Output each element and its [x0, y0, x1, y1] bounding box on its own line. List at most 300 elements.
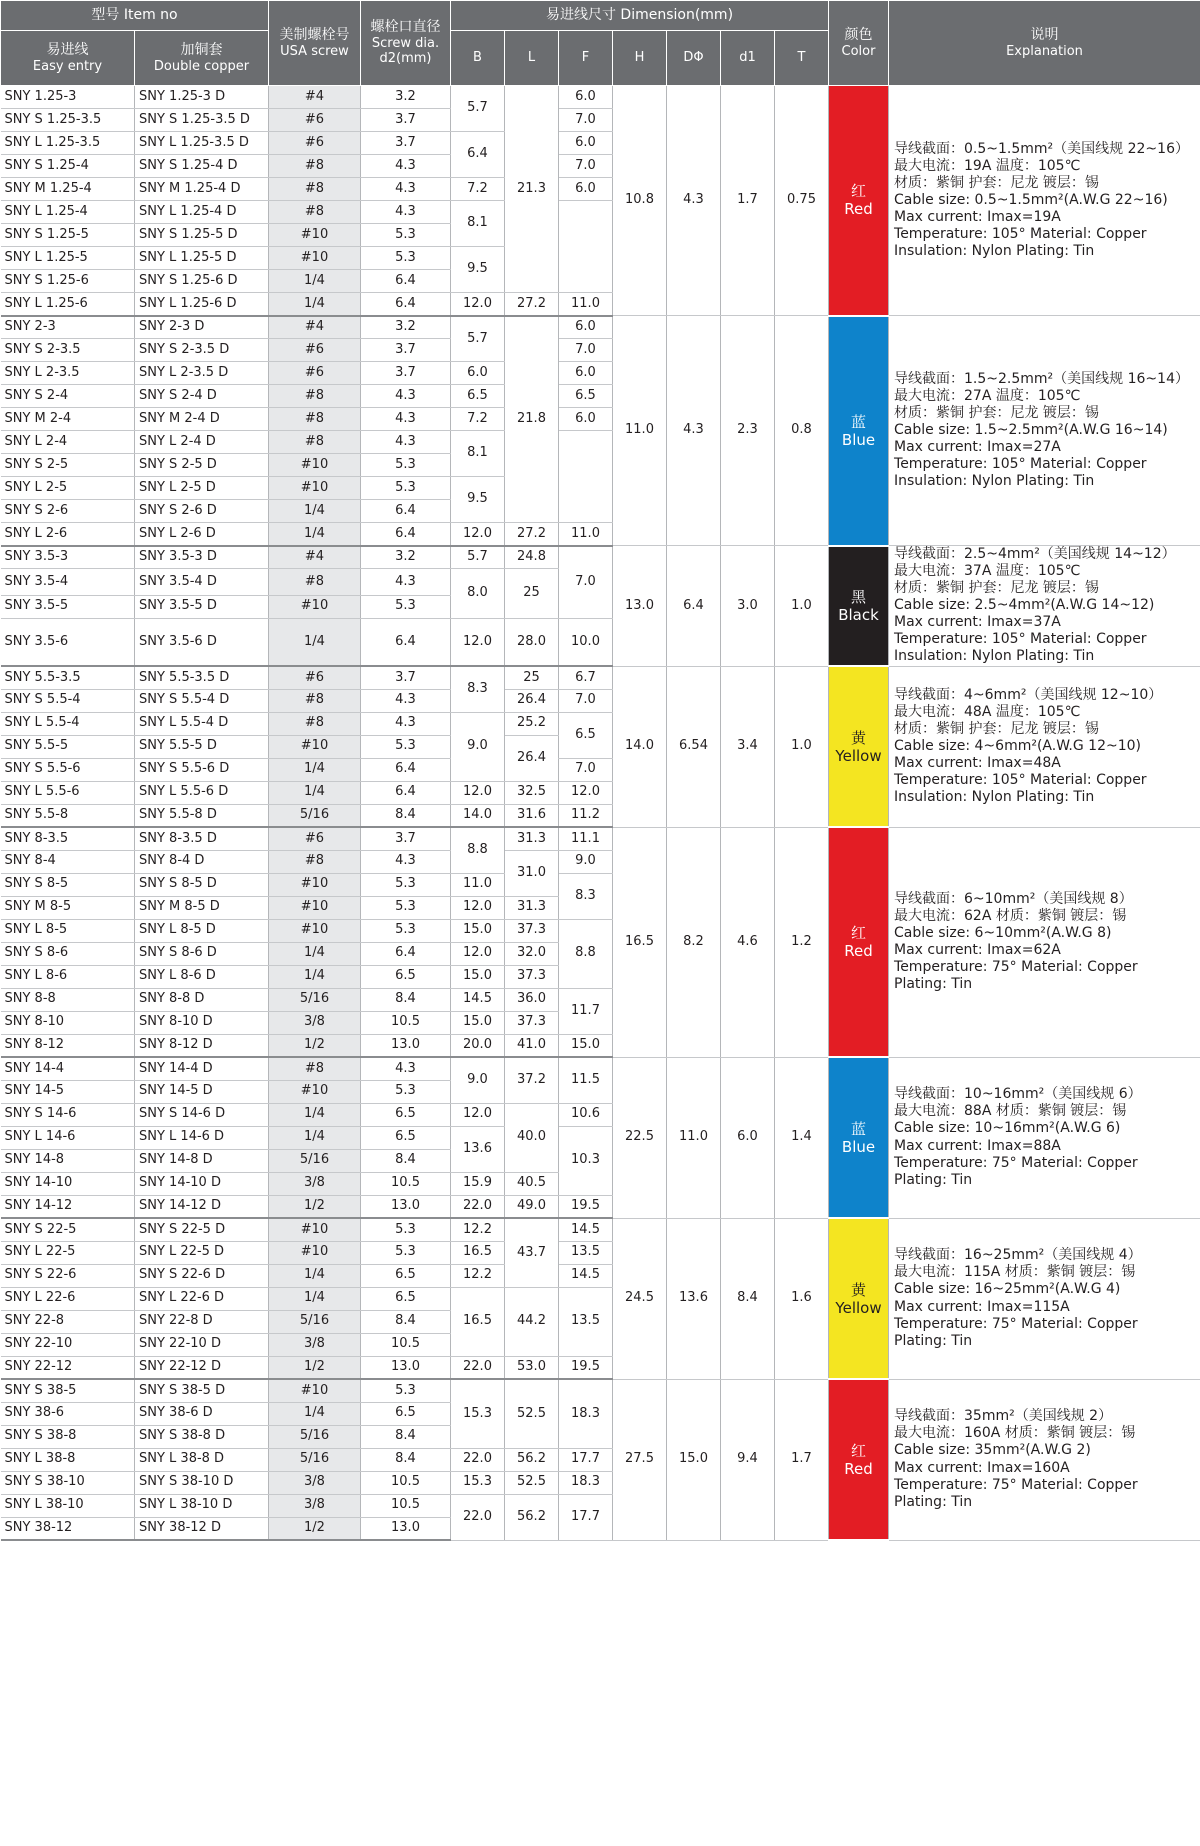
usa-screw-cell: 1/4: [269, 965, 361, 988]
explanation-line: 导线截面：2.5~4mm²（美国线规 14~12）: [894, 546, 1176, 562]
usa-screw-cell: #4: [269, 546, 361, 569]
screw-dia-cell: 13.0: [361, 1517, 451, 1540]
explanation-line: 导线截面：4~6mm²（美国线规 12~10）: [894, 686, 1163, 703]
double-copper-cell: SNY 3.5-5 D: [135, 595, 269, 618]
dim-h-cell: 16.5: [613, 827, 667, 1057]
double-copper-cell: SNY L 38-8 D: [135, 1448, 269, 1471]
easy-entry-cell: SNY S 2-4: [1, 385, 135, 408]
double-copper-cell: SNY 8-8 D: [135, 988, 269, 1011]
screw-dia-cell: 6.4: [361, 942, 451, 965]
dim-l-cell: 31.3: [505, 827, 559, 850]
dim-f-cell: 19.5: [559, 1356, 613, 1379]
dim-f-cell: 14.5: [559, 1264, 613, 1287]
double-copper-cell: SNY S 1.25-6 D: [135, 270, 269, 293]
dim-f-cell: 11.0: [559, 293, 613, 316]
dim-l-cell: 53.0: [505, 1356, 559, 1379]
double-copper-cell: SNY 1.25-3 D: [135, 86, 269, 109]
dim-f-cell: 6.0: [559, 316, 613, 339]
dim-b-cell: 15.3: [451, 1471, 505, 1494]
explanation-line: Cable size: 6~10mm²(A.W.G 8): [894, 924, 1112, 941]
dim-b-cell: 8.1: [451, 201, 505, 247]
header-easy-entry-en: Easy entry: [32, 58, 103, 74]
dim-b-cell: 20.0: [451, 1034, 505, 1057]
screw-dia-cell: 5.3: [361, 595, 451, 618]
explanation-line: Insulation: Nylon Plating: Tin: [894, 648, 1095, 665]
usa-screw-cell: #10: [269, 873, 361, 896]
dim-f-cell: 12.0: [559, 781, 613, 804]
table-row: [1, 827, 1200, 850]
dim-f-cell: 6.5: [559, 385, 613, 408]
explanation-line: Temperature: 105° Material: Copper: [894, 631, 1147, 648]
easy-entry-cell: SNY 8-12: [1, 1034, 135, 1057]
double-copper-cell: SNY 5.5-3.5 D: [135, 666, 269, 689]
usa-screw-cell: 5/16: [269, 1425, 361, 1448]
dim-l-cell: 37.3: [505, 919, 559, 942]
easy-entry-cell: SNY S 2-3.5: [1, 339, 135, 362]
easy-entry-cell: SNY S 5.5-4: [1, 689, 135, 712]
header-screw-dia-en: Screw dia. d2(mm): [371, 35, 440, 67]
easy-entry-cell: SNY L 1.25-4: [1, 201, 135, 224]
dim-b-cell: 11.0: [451, 873, 505, 896]
screw-dia-cell: 5.3: [361, 454, 451, 477]
screw-dia-cell: 3.7: [361, 827, 451, 850]
screw-dia-cell: 3.7: [361, 339, 451, 362]
explanation-line: Plating: Tin: [894, 976, 973, 993]
double-copper-cell: SNY L 8-6 D: [135, 965, 269, 988]
easy-entry-cell: SNY 14-12: [1, 1195, 135, 1218]
explanation-cell: [889, 316, 1200, 546]
dim-b-cell: 13.6: [451, 1126, 505, 1172]
dim-l-cell: 28.0: [505, 618, 559, 666]
screw-dia-cell: 4.3: [361, 408, 451, 431]
usa-screw-cell: #4: [269, 316, 361, 339]
double-copper-cell: SNY S 2-4 D: [135, 385, 269, 408]
dim-b-cell: 14.5: [451, 988, 505, 1011]
dim-l-cell: 37.3: [505, 1011, 559, 1034]
color-swatch: [829, 1057, 889, 1218]
screw-dia-cell: 6.4: [361, 781, 451, 804]
explanation-line: Cable size: 10~16mm²(A.W.G 6): [894, 1120, 1121, 1137]
dim-l-cell: 41.0: [505, 1034, 559, 1057]
usa-screw-cell: #6: [269, 339, 361, 362]
header-color-cn: 颜色: [844, 26, 873, 43]
dim-b-cell: 12.2: [451, 1264, 505, 1287]
double-copper-cell: SNY S 5.5-4 D: [135, 689, 269, 712]
explanation-line: Cable size: 35mm²(A.W.G 2): [894, 1442, 1091, 1459]
dim-f-cell: 18.3: [559, 1471, 613, 1494]
usa-screw-cell: 1/2: [269, 1034, 361, 1057]
dim-f-cell: 13.5: [559, 1287, 613, 1356]
usa-screw-cell: #8: [269, 408, 361, 431]
usa-screw-cell: 1/4: [269, 758, 361, 781]
easy-entry-cell: SNY L 14-6: [1, 1126, 135, 1149]
usa-screw-cell: 5/16: [269, 1310, 361, 1333]
dim-b-cell: 7.2: [451, 178, 505, 201]
dim-f-cell: 18.3: [559, 1379, 613, 1448]
dim-b-cell: 5.7: [451, 316, 505, 362]
usa-screw-cell: 5/16: [269, 804, 361, 827]
double-copper-cell: SNY L 1.25-3.5 D: [135, 132, 269, 155]
easy-entry-cell: SNY L 5.5-6: [1, 781, 135, 804]
screw-dia-cell: 6.4: [361, 618, 451, 666]
easy-entry-cell: SNY 8-10: [1, 1011, 135, 1034]
double-copper-cell: SNY 5.5-8 D: [135, 804, 269, 827]
dim-l-cell: 32.5: [505, 781, 559, 804]
double-copper-cell: SNY S 22-5 D: [135, 1218, 269, 1241]
easy-entry-cell: SNY S 2-6: [1, 500, 135, 523]
header-f: F: [559, 31, 613, 86]
table-row: [1, 1218, 1200, 1241]
dim-b-cell: 22.0: [451, 1195, 505, 1218]
explanation-cell: [889, 1218, 1200, 1379]
screw-dia-cell: 10.5: [361, 1333, 451, 1356]
color-name-cn: 红: [851, 1441, 867, 1460]
double-copper-cell: SNY L 5.5-4 D: [135, 712, 269, 735]
explanation-line: Temperature: 105° Material: Copper: [894, 772, 1147, 789]
dim-f-cell: 7.0: [559, 689, 613, 712]
dim-f-cell: 6.0: [559, 408, 613, 431]
double-copper-cell: SNY 3.5-6 D: [135, 618, 269, 666]
usa-screw-cell: #8: [269, 850, 361, 873]
explanation-cell: [889, 827, 1200, 1057]
usa-screw-cell: 3/8: [269, 1333, 361, 1356]
dim-f-cell: 11.0: [559, 523, 613, 546]
dim-f-cell: 13.5: [559, 1241, 613, 1264]
double-copper-cell: SNY L 22-6 D: [135, 1287, 269, 1310]
explanation-line: 导线截面：6~10mm²（美国线规 8）: [894, 890, 1133, 907]
explanation-line: Plating: Tin: [894, 1332, 973, 1349]
header-d-phi: DΦ: [667, 31, 721, 86]
usa-screw-cell: #8: [269, 1057, 361, 1080]
usa-screw-cell: 1/4: [269, 1287, 361, 1310]
dim-f-cell: 19.5: [559, 1195, 613, 1218]
screw-dia-cell: 10.5: [361, 1172, 451, 1195]
screw-dia-cell: 6.5: [361, 1287, 451, 1310]
double-copper-cell: SNY 22-12 D: [135, 1356, 269, 1379]
easy-entry-cell: SNY L 2-6: [1, 523, 135, 546]
dim-d-cell: 6.4: [667, 546, 721, 667]
easy-entry-cell: SNY 22-10: [1, 1333, 135, 1356]
dim-f-cell: 7.0: [559, 546, 613, 619]
table-row: [1, 666, 1200, 689]
usa-screw-cell: 1/4: [269, 942, 361, 965]
header-expl-cn: 说明: [1030, 26, 1059, 43]
usa-screw-cell: #6: [269, 666, 361, 689]
header-double-copper-cn: 加铜套: [180, 41, 223, 58]
explanation-line: 材质：紫铜 护套：尼龙 镀层：锡: [894, 720, 1099, 737]
usa-screw-cell: 3/8: [269, 1172, 361, 1195]
header-item-no: 型号 Item no: [1, 1, 269, 31]
dim-f-cell: [559, 201, 613, 293]
explanation-line: Max current: Imax=19A: [894, 209, 1061, 226]
double-copper-cell: SNY 5.5-5 D: [135, 735, 269, 758]
easy-entry-cell: SNY S 14-6: [1, 1103, 135, 1126]
easy-entry-cell: SNY S 8-6: [1, 942, 135, 965]
double-copper-cell: SNY 22-8 D: [135, 1310, 269, 1333]
double-copper-cell: SNY S 1.25-5 D: [135, 224, 269, 247]
double-copper-cell: SNY 8-3.5 D: [135, 827, 269, 850]
screw-dia-cell: 6.4: [361, 500, 451, 523]
easy-entry-cell: SNY S 1.25-5: [1, 224, 135, 247]
dim-b-cell: 9.0: [451, 712, 505, 781]
double-copper-cell: SNY M 1.25-4 D: [135, 178, 269, 201]
color-name-cn: 红: [851, 924, 867, 943]
usa-screw-cell: #8: [269, 569, 361, 596]
color-swatch: [829, 666, 889, 827]
easy-entry-cell: SNY M 8-5: [1, 896, 135, 919]
color-name-en: Yellow: [835, 1298, 882, 1317]
explanation-line: Max current: Imax=62A: [894, 942, 1061, 959]
usa-screw-cell: 3/8: [269, 1011, 361, 1034]
explanation-line: Max current: Imax=48A: [894, 755, 1061, 772]
screw-dia-cell: 6.5: [361, 1126, 451, 1149]
explanation-line: Insulation: Nylon Plating: Tin: [894, 243, 1095, 260]
explanation-cell: [889, 1057, 1200, 1218]
easy-entry-cell: SNY 5.5-8: [1, 804, 135, 827]
double-copper-cell: SNY 3.5-4 D: [135, 569, 269, 596]
dim-f-cell: 6.0: [559, 132, 613, 155]
dim-b-cell: 8.8: [451, 827, 505, 873]
screw-dia-cell: 8.4: [361, 1448, 451, 1471]
explanation-line: Max current: Imax=27A: [894, 439, 1061, 456]
usa-screw-cell: #10: [269, 735, 361, 758]
screw-dia-cell: 5.3: [361, 1379, 451, 1402]
dim-b-cell: 8.3: [451, 666, 505, 712]
easy-entry-cell: SNY 38-12: [1, 1517, 135, 1540]
dim-f-cell: 7.0: [559, 155, 613, 178]
explanation-line: 最大电流：62A 材质：紫铜 镀层：锡: [894, 907, 1127, 924]
easy-entry-cell: SNY 8-3.5: [1, 827, 135, 850]
dim-l-cell: 31.0: [505, 850, 559, 896]
dim-l-cell: 36.0: [505, 988, 559, 1011]
dim-b-cell: 15.9: [451, 1172, 505, 1195]
screw-dia-cell: 3.7: [361, 132, 451, 155]
double-copper-cell: SNY 8-10 D: [135, 1011, 269, 1034]
double-copper-cell: SNY 14-8 D: [135, 1149, 269, 1172]
usa-screw-cell: 1/4: [269, 293, 361, 316]
screw-dia-cell: 5.3: [361, 477, 451, 500]
usa-screw-cell: #10: [269, 224, 361, 247]
header-d1: d1: [721, 31, 775, 86]
explanation-cell: [889, 546, 1200, 667]
explanation-line: Plating: Tin: [894, 1171, 973, 1188]
table-row: [1, 1379, 1200, 1402]
easy-entry-cell: SNY 14-5: [1, 1080, 135, 1103]
screw-dia-cell: 4.3: [361, 201, 451, 224]
double-copper-cell: SNY 14-4 D: [135, 1057, 269, 1080]
screw-dia-cell: 10.5: [361, 1471, 451, 1494]
explanation-line: Temperature: 75° Material: Copper: [894, 959, 1138, 976]
dim-b-cell: 5.7: [451, 86, 505, 132]
color-swatch: [829, 86, 889, 316]
explanation-line: Temperature: 105° Material: Copper: [894, 226, 1147, 243]
double-copper-cell: SNY S 1.25-3.5 D: [135, 109, 269, 132]
dim-b-cell: 9.0: [451, 1057, 505, 1103]
usa-screw-cell: #10: [269, 247, 361, 270]
explanation-line: 最大电流：37A 温度：105℃: [894, 563, 1081, 580]
dim-b-cell: 12.0: [451, 1103, 505, 1126]
dim-l-cell: 31.6: [505, 804, 559, 827]
easy-entry-cell: SNY 1.25-3: [1, 86, 135, 109]
explanation-line: 材质：紫铜 护套：尼龙 镀层：锡: [894, 174, 1099, 191]
easy-entry-cell: SNY L 22-5: [1, 1241, 135, 1264]
usa-screw-cell: 1/4: [269, 1264, 361, 1287]
screw-dia-cell: 13.0: [361, 1034, 451, 1057]
easy-entry-cell: SNY S 38-5: [1, 1379, 135, 1402]
dim-b-cell: 12.0: [451, 942, 505, 965]
color-name-cn: 黑: [851, 587, 867, 606]
screw-dia-cell: 8.4: [361, 1425, 451, 1448]
easy-entry-cell: SNY 8-4: [1, 850, 135, 873]
screw-dia-cell: 3.2: [361, 86, 451, 109]
easy-entry-cell: SNY 5.5-5: [1, 735, 135, 758]
usa-screw-cell: #8: [269, 178, 361, 201]
usa-screw-cell: #10: [269, 1080, 361, 1103]
usa-screw-cell: #10: [269, 1241, 361, 1264]
dim-h-cell: 14.0: [613, 666, 667, 827]
easy-entry-cell: SNY S 1.25-3.5: [1, 109, 135, 132]
header-double-copper-en: Double copper: [153, 58, 250, 74]
double-copper-cell: SNY 14-5 D: [135, 1080, 269, 1103]
table-row: [1, 1057, 1200, 1080]
screw-dia-cell: 5.3: [361, 1218, 451, 1241]
easy-entry-cell: SNY L 2-4: [1, 431, 135, 454]
dim-f-cell: 17.7: [559, 1494, 613, 1540]
color-name-en: Yellow: [835, 746, 882, 765]
header-t: T: [775, 31, 829, 86]
dim-l-cell: 43.7: [505, 1218, 559, 1287]
dim-l-cell: 37.3: [505, 965, 559, 988]
header-h: H: [613, 31, 667, 86]
double-copper-cell: SNY 22-10 D: [135, 1333, 269, 1356]
easy-entry-cell: SNY 14-4: [1, 1057, 135, 1080]
easy-entry-cell: SNY L 2-5: [1, 477, 135, 500]
dim-b-cell: 15.0: [451, 1011, 505, 1034]
explanation-line: Max current: Imax=88A: [894, 1137, 1061, 1154]
color-swatch: [829, 546, 889, 667]
easy-entry-cell: SNY L 38-10: [1, 1494, 135, 1517]
dim-h-cell: 27.5: [613, 1379, 667, 1540]
dim-d1-cell: 8.4: [721, 1218, 775, 1379]
screw-dia-cell: 6.5: [361, 965, 451, 988]
dim-l-cell: 25: [505, 666, 559, 689]
color-name-cn: 红: [851, 182, 867, 201]
double-copper-cell: SNY S 1.25-4 D: [135, 155, 269, 178]
usa-screw-cell: #6: [269, 132, 361, 155]
explanation-line: Temperature: 105° Material: Copper: [894, 456, 1147, 473]
dim-f-cell: 6.5: [559, 712, 613, 758]
color-name-en: Red: [844, 200, 873, 219]
explanation-line: Max current: Imax=115A: [894, 1298, 1070, 1315]
double-copper-cell: SNY S 14-6 D: [135, 1103, 269, 1126]
explanation-cell: [889, 666, 1200, 827]
explanation-line: 材质：紫铜 护套：尼龙 镀层：锡: [894, 404, 1099, 421]
table-body: [1, 86, 1200, 1541]
easy-entry-cell: SNY S 22-6: [1, 1264, 135, 1287]
double-copper-cell: SNY S 8-6 D: [135, 942, 269, 965]
screw-dia-cell: 4.3: [361, 569, 451, 596]
usa-screw-cell: 1/4: [269, 270, 361, 293]
dim-l-cell: 26.4: [505, 689, 559, 712]
double-copper-cell: SNY 3.5-3 D: [135, 546, 269, 569]
screw-dia-cell: 5.3: [361, 735, 451, 758]
usa-screw-cell: #8: [269, 155, 361, 178]
usa-screw-cell: 1/4: [269, 1402, 361, 1425]
dim-b-cell: 15.0: [451, 919, 505, 942]
explanation-line: 导线截面：35mm²（美国线规 2）: [894, 1408, 1113, 1425]
easy-entry-cell: SNY M 1.25-4: [1, 178, 135, 201]
usa-screw-cell: #4: [269, 86, 361, 109]
color-swatch: [829, 827, 889, 1057]
header-usa-screw-en: USA screw: [280, 43, 349, 59]
dim-b-cell: 15.3: [451, 1379, 505, 1448]
double-copper-cell: SNY S 22-6 D: [135, 1264, 269, 1287]
easy-entry-cell: SNY S 5.5-6: [1, 758, 135, 781]
easy-entry-cell: SNY M 2-4: [1, 408, 135, 431]
dim-d-cell: 11.0: [667, 1057, 721, 1218]
double-copper-cell: SNY 38-6 D: [135, 1402, 269, 1425]
double-copper-cell: SNY 14-10 D: [135, 1172, 269, 1195]
explanation-line: 最大电流：115A 材质：紫铜 镀层：锡: [894, 1264, 1136, 1281]
double-copper-cell: SNY S 5.5-6 D: [135, 758, 269, 781]
explanation-line: Plating: Tin: [894, 1493, 973, 1510]
double-copper-cell: SNY 14-12 D: [135, 1195, 269, 1218]
dim-l-cell: 56.2: [505, 1494, 559, 1540]
double-copper-cell: SNY S 2-6 D: [135, 500, 269, 523]
header-b: B: [451, 31, 505, 86]
dim-f-cell: 8.8: [559, 919, 613, 988]
dim-t-cell: 0.8: [775, 316, 829, 546]
easy-entry-cell: SNY S 2-5: [1, 454, 135, 477]
usa-screw-cell: 1/4: [269, 618, 361, 666]
screw-dia-cell: 13.0: [361, 1195, 451, 1218]
explanation-line: Max current: Imax=37A: [894, 614, 1061, 631]
easy-entry-cell: SNY L 2-3.5: [1, 362, 135, 385]
dim-b-cell: 22.0: [451, 1356, 505, 1379]
dim-t-cell: 1.7: [775, 1379, 829, 1540]
dim-f-cell: 11.5: [559, 1057, 613, 1103]
color-name-en: Blue: [841, 430, 876, 449]
explanation-line: Cable size: 4~6mm²(A.W.G 12~10): [894, 738, 1142, 754]
easy-entry-cell: SNY 22-12: [1, 1356, 135, 1379]
usa-screw-cell: 1/4: [269, 1103, 361, 1126]
usa-screw-cell: #8: [269, 431, 361, 454]
usa-screw-cell: 5/16: [269, 1149, 361, 1172]
dim-d-cell: 4.3: [667, 316, 721, 546]
easy-entry-cell: SNY 2-3: [1, 316, 135, 339]
double-copper-cell: SNY L 1.25-6 D: [135, 293, 269, 316]
explanation-line: Cable size: 2.5~4mm²(A.W.G 14~12): [894, 597, 1155, 614]
dim-b-cell: 8.1: [451, 431, 505, 477]
screw-dia-cell: 13.0: [361, 1356, 451, 1379]
double-copper-cell: SNY S 2-5 D: [135, 454, 269, 477]
dim-l-cell: 37.2: [505, 1057, 559, 1103]
double-copper-cell: SNY 2-3 D: [135, 316, 269, 339]
screw-dia-cell: 4.3: [361, 178, 451, 201]
screw-dia-cell: 4.3: [361, 155, 451, 178]
double-copper-cell: SNY L 1.25-5 D: [135, 247, 269, 270]
explanation-line: 导线截面：10~16mm²（美国线规 6）: [894, 1086, 1142, 1103]
dim-f-cell: [559, 431, 613, 523]
double-copper-cell: SNY S 38-5 D: [135, 1379, 269, 1402]
dim-f-cell: 11.2: [559, 804, 613, 827]
table-row: [1, 546, 1200, 569]
easy-entry-cell: SNY L 38-8: [1, 1448, 135, 1471]
dim-h-cell: 24.5: [613, 1218, 667, 1379]
screw-dia-cell: 6.5: [361, 1103, 451, 1126]
dim-l-cell: 21.8: [505, 316, 559, 523]
easy-entry-cell: SNY S 1.25-6: [1, 270, 135, 293]
